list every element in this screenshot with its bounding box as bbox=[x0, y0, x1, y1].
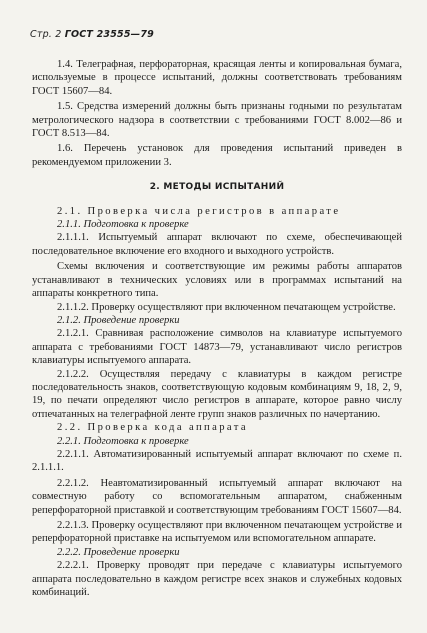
heading-2-1-2: 2.1.2. Проведение проверки bbox=[57, 314, 180, 326]
document-body bbox=[32, 58, 402, 599]
heading-2-2-2: 2.2.2. Проведение проверки bbox=[57, 546, 180, 558]
paragraph-2-2-1-1: 2.2.1.1. Автоматизированный испытуемый аппарат включают по схеме п. 2.1.1.1. bbox=[32, 448, 402, 474]
paragraph-2-1-1-1-b: Схемы включения и соответствующие им режимы работы аппаратов устанавливают в технических условиях или в программах испытаний на аппараты конкретного типа. bbox=[32, 261, 402, 300]
heading-2-2-1: 2.2.1. Подготовка к проверке bbox=[57, 435, 189, 447]
heading-2-2: 2.2. Проверка кода аппарата bbox=[57, 422, 248, 434]
paragraph-2-1-1-2: 2.1.1.2. Проверку осуществляют при включенном печатающем устройстве. bbox=[57, 301, 396, 313]
paragraph-2-2-1-3: 2.2.1.3. Проверку осуществляют при включенном печатающем устройстве и реперфораторной приставке на испытуемом или вспомогательном аппарате. bbox=[32, 520, 402, 545]
standard-code: ГОСТ 23555—79 bbox=[64, 29, 154, 40]
page-number: Стр. 2 bbox=[30, 29, 62, 40]
page-header bbox=[30, 29, 154, 40]
paragraph-1-5: 1.5. Средства измерений должны быть признаны годными по результатам метрологического надзора в соответствии с требованиями ГОСТ 8.002—86 и ГОСТ 8.513—84. bbox=[32, 101, 402, 140]
paragraph-2-2-2-1: 2.2.2.1. Проверку проводят при передаче с клавиатуры испытуемого аппарата последовательно в каждом регистре всех знаков и служебных кодовых комбинаций. bbox=[32, 560, 402, 599]
paragraph-2-2-1-2: 2.2.1.2. Неавтоматизированный испытуемый аппарат включают на совместную работу со вспомогательным аппаратом, снабженным реперфораторной приставкой и соответствующим требованиям ГОСТ 15607—84. bbox=[32, 477, 402, 516]
paragraph-2-1-2-2: 2.1.2.2. Осуществляя передачу с клавиатуры в каждом регистре последовательность знаков, соответствующую кодовым комбинациям 9, 18, 2, 9, 19, по печати определяют число регистров в аппарате, которое равно числу отпечатанных на телеграфной ленте групп знаков различных по начертанию. bbox=[32, 368, 402, 420]
paragraph-2-1-1-1: 2.1.1.1. Испытуемый аппарат включают по схеме, обеспечивающей последовательное включение его входного и выходного устройств. bbox=[32, 232, 402, 257]
paragraph-1-6: 1.6. Перечень установок для проведения испытаний приведен в рекомендуемом приложении 3. bbox=[32, 143, 402, 168]
section-title: 2. МЕТОДЫ ИСПЫТАНИЙ bbox=[149, 182, 285, 193]
paragraph-2-1-2-1: 2.1.2.1. Сравнивая расположение символов на клавиатуре испытуемого аппарата с требованиями ГОСТ 14873—79, устанавливают число регистров клавиатуры испытуемого аппарата. bbox=[32, 328, 402, 367]
paragraph-1-4: 1.4. Телеграфная, перфораторная, красящая ленты и копировальная бумага, используемые в процессе испытаний, должны соответствовать требованиям ГОСТ 15607—84. bbox=[32, 59, 402, 97]
heading-2-1-1: 2.1.1. Подготовка к проверке bbox=[57, 219, 189, 231]
heading-2-1: 2.1. Проверка числа регистров в аппарате bbox=[57, 205, 341, 217]
